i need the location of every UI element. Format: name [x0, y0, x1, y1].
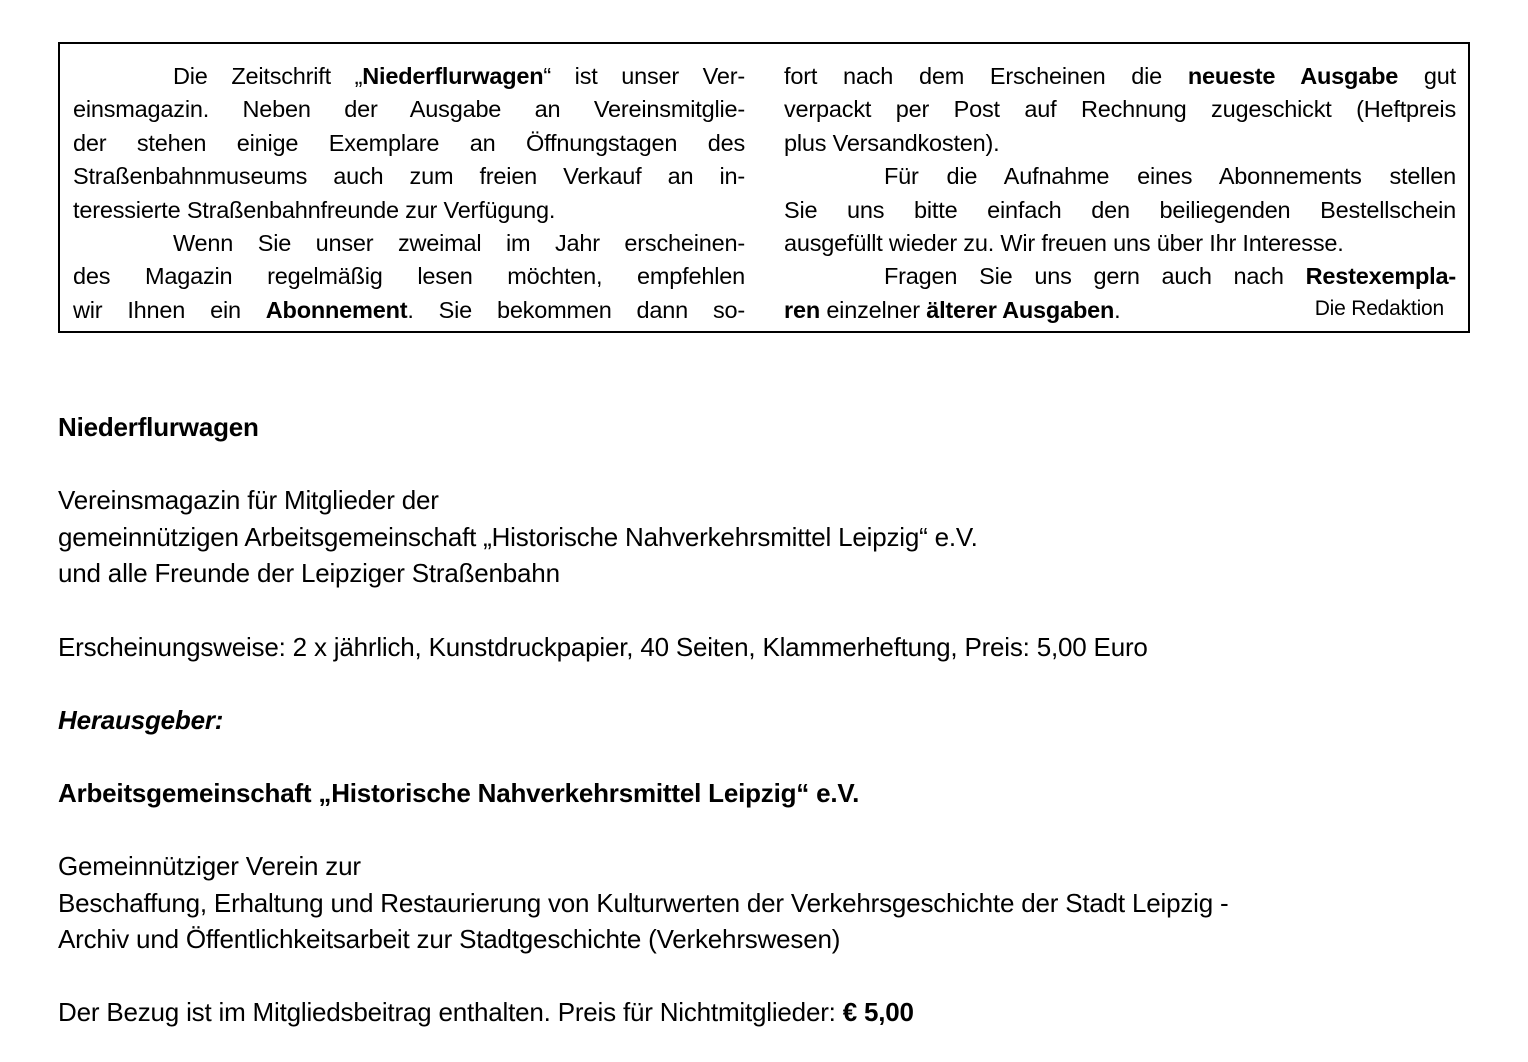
notice-line: Wenn Sie unser zweimal im Jahr erscheinen- — [173, 229, 745, 256]
association-description — [58, 848, 1228, 958]
notice-line: teressierte Straßenbahnfreunde zur Verfügung. — [73, 196, 556, 223]
abonnement-highlight: Abonnement — [265, 296, 408, 323]
newest-issue-highlight: neueste Ausgabe — [1187, 63, 1399, 89]
subscription-price-line: Der Bezug ist im Mitgliedsbeitrag enthalten. Preis für Nichtmitglieder: € 5,00 — [58, 997, 914, 1027]
notice-line: einsmagazin. Neben der Ausgabe an Vereinsmitglie- — [73, 96, 745, 123]
back-issues-highlight: Restexempla- — [1305, 263, 1456, 290]
subscription-notice-box — [58, 42, 1470, 333]
notice-line: Fragen Sie uns gern auch nach Restexempla- — [884, 263, 1456, 290]
publication-info: Erscheinungsweise: 2 x jährlich, Kunstdruckpapier, 40 Seiten, Klammerheftung, Preis: 5,00 Euro — [58, 632, 1148, 662]
notice-line: Die Zeitschrift „Niederflurwagen“ ist unser Ver- — [173, 63, 745, 89]
notice-line: plus Versandkosten). — [784, 129, 1000, 156]
association-line: Archiv und Öffentlichkeitsarbeit zur Stadtgeschichte (Verkehrswesen) — [58, 924, 841, 955]
notice-line: ren einzelner älterer Ausgaben. — [784, 296, 1121, 323]
publisher-label: Herausgeber: — [58, 705, 224, 735]
magazine-title-inline: Niederflurwagen — [362, 63, 544, 89]
description-line: und alle Freunde der Leipziger Straßenbahn — [58, 558, 560, 589]
notice-line: Straßenbahnmuseums auch zum freien Verkauf an in- — [73, 163, 745, 190]
notice-line: der stehen einige Exemplare an Öffnungstagen des — [73, 129, 745, 156]
notice-line: fort nach dem Erscheinen die neueste Ausgabe gut — [784, 63, 1456, 89]
notice-line: Für die Aufnahme eines Abonnements stellen — [884, 163, 1456, 190]
association-line: Beschaffung, Erhaltung und Restaurierung von Kulturwerten der Verkehrsgeschichte der Stadt Leipzig - — [58, 887, 1229, 918]
description-line: gemeinnützigen Arbeitsgemeinschaft „Historische Nahverkehrsmittel Leipzig“ e.V. — [58, 521, 978, 552]
notice-left-column — [73, 60, 745, 327]
imprint-description — [58, 482, 978, 592]
older-issues-highlight: älterer Ausgaben — [926, 296, 1115, 323]
notice-line: verpackt per Post auf Rechnung zugeschickt (Heftpreis — [784, 96, 1456, 123]
notice-line: ausgefüllt wieder zu. Wir freuen uns über Ihr Interesse. — [784, 229, 1344, 256]
notice-right-column — [784, 60, 1456, 327]
editorial-signature: Die Redaktion — [1314, 297, 1444, 320]
publisher-name: Arbeitsgemeinschaft „Historische Nahverkehrsmittel Leipzig“ e.V. — [58, 778, 860, 808]
association-line: Gemeinnütziger Verein zur — [58, 851, 361, 881]
nonmember-price: € 5,00 — [842, 997, 914, 1027]
imprint-title: Niederflurwagen — [58, 412, 259, 442]
notice-line: des Magazin regelmäßig lesen möchten, empfehlen — [73, 263, 745, 290]
notice-line: Sie uns bitte einfach den beiliegenden Bestellschein — [784, 196, 1456, 223]
notice-line: wir Ihnen ein Abonnement. Sie bekommen dann so- — [73, 296, 745, 323]
description-line: Vereinsmagazin für Mitglieder der — [58, 485, 439, 515]
